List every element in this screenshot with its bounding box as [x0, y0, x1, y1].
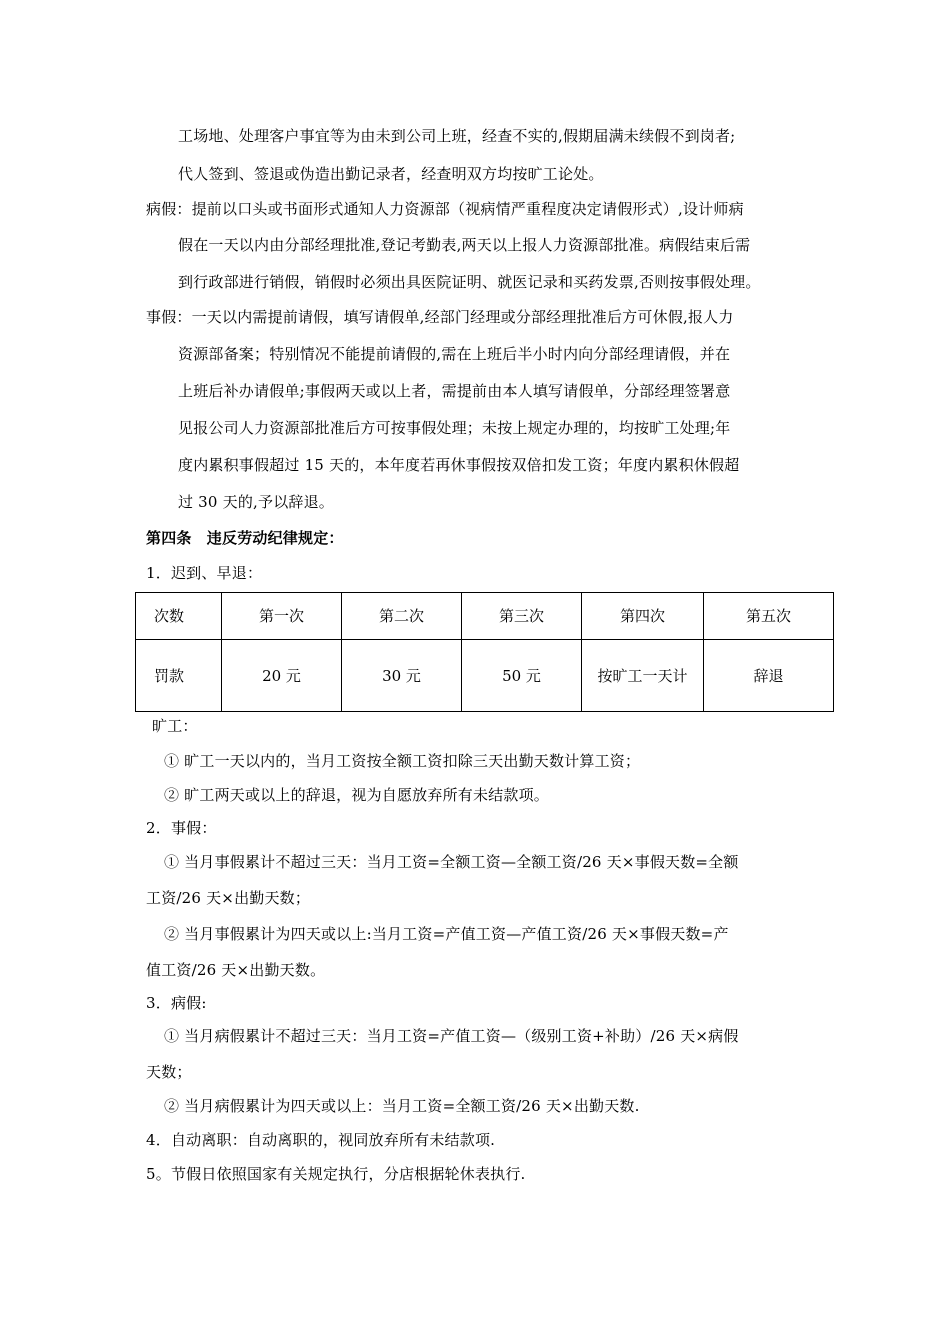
table-cell: 第四次: [582, 593, 704, 640]
table-cell: 次数: [136, 593, 222, 640]
personal-leave-title: 2．事假：: [146, 819, 217, 837]
table-cell: 50 元: [462, 640, 582, 712]
sick-leave-line-3: 到行政部进行销假，销假时必须出具医院证明、就医记录和买药发票,否则按事假处理。: [178, 273, 761, 291]
personal-leave-line-5: 度内累积事假超过 15 天的，本年度若再休事假按双倍扣发工资；年度内累积休假超: [178, 456, 740, 474]
absent-item-1: ① 旷工一天以内的，当月工资按全额工资扣除三天出勤天数计算工资；: [164, 752, 641, 770]
table-cell: 第一次: [222, 593, 342, 640]
late-penalty-table: [135, 592, 834, 712]
personal-leave-line-3: 上班后补办请假单;事假两天或以上者，需提前由本人填写请假单，分部经理签署意: [178, 382, 731, 400]
table-cell: 罚款: [136, 640, 222, 712]
absent-title: 旷工：: [152, 717, 198, 735]
table-row: [136, 640, 834, 712]
personal-leave-line-1: 事假：一天以内需提前请假，填写请假单,经部门经理或分部经理批准后方可休假,报人力: [146, 308, 734, 326]
personal-leave-item-2a: ② 当月事假累计为四天或以上:当月工资=产值工资—产值工资/26 天×事假天数=产: [164, 925, 729, 943]
table-cell: 第五次: [704, 593, 834, 640]
absent-item-2: ② 旷工两天或以上的辞退，视为自愿放弃所有未结款项。: [164, 786, 549, 804]
personal-leave-item-2b: 值工资/26 天×出勤天数。: [146, 961, 326, 979]
holiday-item: 5。节假日依照国家有关规定执行，分店根据轮休表执行.: [146, 1165, 526, 1183]
personal-leave-item-1b: 工资/26 天×出勤天数；: [146, 889, 311, 907]
sick-leave-title: 3．病假:: [146, 994, 207, 1012]
table-cell: 第三次: [462, 593, 582, 640]
auto-resign-item: 4．自动离职：自动离职的，视同放弃所有未结款项.: [146, 1131, 496, 1149]
table-header-row: [136, 593, 834, 640]
sick-leave-item-2: ② 当月病假累计为四天或以上：当月工资=全额工资/26 天×出勤天数.: [164, 1097, 640, 1115]
personal-leave-item-1a: ① 当月事假累计不超过三天：当月工资=全额工资—全额工资/26 天×事假天数=全额: [164, 853, 739, 871]
personal-leave-line-4: 见报公司人力资源部批准后方可按事假处理；未按上规定办理的，均按旷工处理;年: [178, 419, 731, 437]
sick-leave-line-1: 病假：提前以口头或书面形式通知人力资源部（视病情严重程度决定请假形式）,设计师病: [146, 200, 744, 218]
sick-leave-line-2: 假在一天以内由分部经理批准,登记考勤表,两天以上报人力资源部批准。病假结束后需: [178, 236, 751, 254]
table-cell: 20 元: [222, 640, 342, 712]
article-4-heading: 第四条 违反劳动纪律规定：: [146, 529, 344, 547]
table-cell: 第二次: [342, 593, 462, 640]
late-early-title: 1．迟到、早退：: [146, 564, 263, 582]
intro-line-2: 代人签到、签退或伪造出勤记录者，经查明双方均按旷工论处。: [178, 165, 604, 183]
table-cell-text: 按旷工一天计: [597, 666, 688, 685]
sick-leave-item-1a: ① 当月病假累计不超过三天：当月工资=产值工资—（级别工资+补助）/26 天×病假: [164, 1027, 739, 1045]
sick-leave-item-1b: 天数；: [146, 1063, 192, 1081]
intro-line-1: 工场地、处理客户事宜等为由未到公司上班，经查不实的,假期届满未续假不到岗者;: [178, 127, 736, 145]
table-cell: 30 元: [342, 640, 462, 712]
personal-leave-line-6: 过 30 天的,予以辞退。: [178, 493, 334, 511]
table-cell: [582, 640, 704, 712]
table-cell: 辞退: [704, 640, 834, 712]
personal-leave-line-2: 资源部备案；特别情况不能提前请假的,需在上班后半小时内向分部经理请假，并在: [178, 345, 731, 363]
